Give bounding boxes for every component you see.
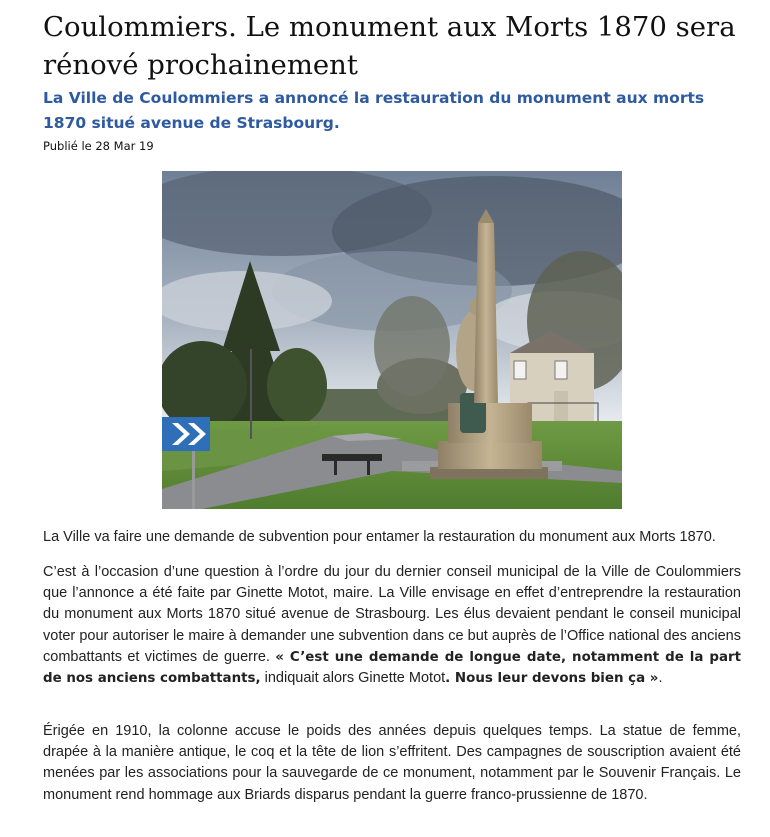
photo-tree (267, 348, 327, 424)
paragraph-text: indiquait alors Ginette Motot (260, 670, 446, 687)
publication-date: Publié le 28 Mar 19 (43, 139, 154, 153)
photo-house-window (555, 361, 567, 379)
article-paragraph-1 (43, 562, 741, 689)
article-paragraph-2: Érigée en 1910, la colonne accuse le poids des années depuis quelques temps. La statue de femme, drapée à la manière antique, le coq et la tête de lion s’effritent. Des campagnes de souscription avaient été menées par les associations pour la sauvegarde de ce monument, notamment par le Souvenir Français. Le monument rend hommage aux Briards disparus pendant la guerre franco-prussienne de 1870. (43, 723, 741, 803)
article-subtitle: La Ville de Coulommiers a annoncé la restauration du monument aux morts 1870 situé avenue de Strasbourg. (43, 89, 705, 132)
photo-bench-leg (334, 461, 337, 475)
photo-tree (374, 296, 450, 396)
paragraph-text: C’est à l’occasion d’une question à l’ordre du jour du dernier conseil municipal de la Ville de Coulommiers que l’annonce a été faite par Ginette Motot, maire. La Ville envisage en effet d’entreprendre la restauration du monument aux Morts 1870 situé avenue de Strasbourg. Les élus devaient pendant le conseil municipal voter pour autoriser le maire à demander une subvention dans ce but auprès de l’Office national des anciens combattants et victimes de guerre. (43, 564, 741, 665)
article-title: Coulommiers. Le monument aux Morts 1870 sera rénové prochainement (43, 11, 736, 81)
photo-house-door (554, 391, 568, 421)
photo-monument-obelisk (474, 219, 498, 403)
photo-lamp-post (250, 349, 252, 439)
photo-bench-leg (367, 461, 370, 475)
photo-caption: La Ville va faire une demande de subvention pour entamer la restauration du monument aux Morts 1870. (43, 529, 716, 545)
monument-photo (162, 171, 622, 509)
photo-sign-pole (192, 451, 195, 509)
quote-bold: . Nous leur devons bien ça » (445, 671, 659, 687)
paragraph-text: . (658, 670, 663, 687)
photo-bench (322, 454, 382, 461)
photo-house-window (514, 361, 526, 379)
quote-bold: « C’est une demande de longue date, notamment de la part de nos anciens combattants, (43, 649, 741, 687)
photo-monument-base (438, 441, 542, 469)
